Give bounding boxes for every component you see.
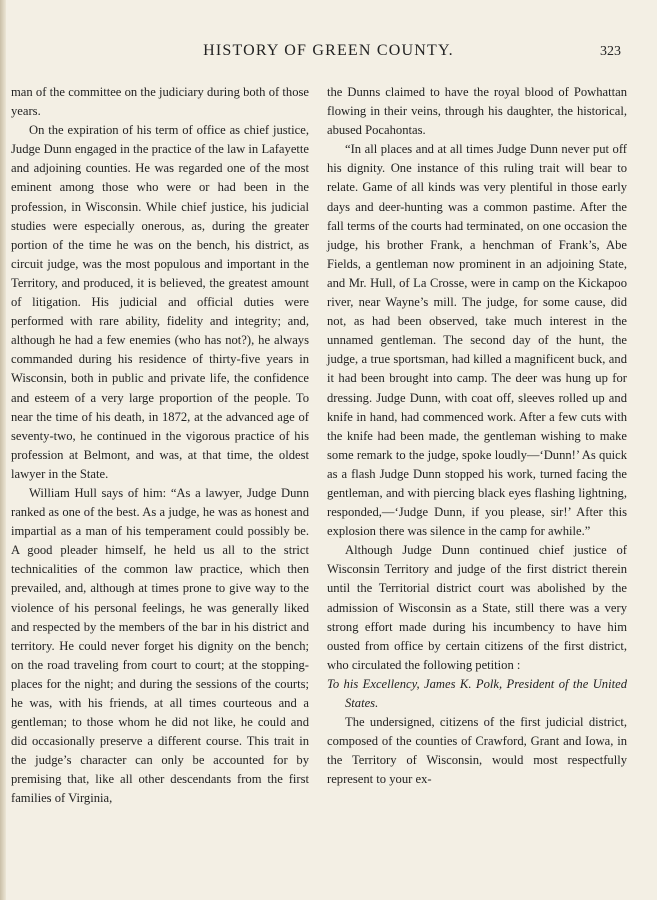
paragraph-continued: man of the committee on the judiciary during both of those years.	[11, 85, 309, 119]
left-column	[11, 83, 309, 809]
paragraph-petition-intro: Although Judge Dunn continued chief justice of Wisconsin Territory and judge of the first district therein until the Territorial district court was abolished by the admission of Wisconsin as a State, still there was a very strong effort made during his incumbency to have him ousted from office by certain citizens of the first district, who circulated the following petition :	[327, 543, 627, 672]
paragraph-petition-text: The undersigned, citizens of the first judicial district, composed of the counties of Crawford, Grant and Iowa, in the Territory of Wisconsin, would most respectfully represent to your ex-	[327, 715, 627, 787]
running-title: HISTORY OF GREEN COUNTY.	[203, 42, 454, 59]
page-number: 323	[600, 44, 621, 59]
paragraph-hunting-anecdote: “In all places and at all times Judge Dunn never put off his dignity. One instance of this ruling trait will bear to relate. Game of all kinds was very plentiful in those early days and deer-hunting was a common pastime. After the fall terms of the courts had terminated, on one occasion the judge, his brother Frank, a henchman of Frank’s, Abe Fields, a gentleman now prominent in an adjoining State, and Mr. Hull, of La Crosse, were in camp on the Kickapoo river, near Wayne’s mill. The judge, for some cause, did not, as had been observed, take much interest in the unnamed gentleman. The second day of the hunt, the judge, a true sportsman, had killed a magnificent buck, and it had been brought into camp. The deer was hung up for dressing. Judge Dunn, with coat off, sleeves rolled up and knife in hand, had commenced work. After a few cuts with the knife had been made, the gentleman wishing to make some remark to the judge, spoke loudly—‘Dunn!’ As quick as a flash Judge Dunn stopped his work, turned facing the gentleman, and with piercing black eyes flashing lightning, responded,—‘Judge Dunn, if you please, sir!’ After this explosion there was silence in the camp for awhile.”	[327, 142, 627, 539]
petition-address: To his Excellency, James K. Polk, President of the United States.	[327, 676, 627, 710]
paragraph-hull-quote: William Hull says of him: “As a lawyer, Judge Dunn ranked as one of the best. As a judge, he was as honest and impartial as a man of his temperament could possibly be. A good pleader himself, he held us all to the strict technicalities of the common law practice, which then prevailed, and, although at times prone to give way to the violence of his personal feelings, he was generally liked and respected by the members of the bar in his district and territory. He could never forget his dignity on the bench; on the road traveling from court to court; at the stopping-places for the night; and during the sessions of the courts; he was, with his friends, at all times courteous and a gentleman; to those whom he did not like, he could and did occasionally preserve a different course. This trait in the judge’s character can only be accounted for by premising that, like all other descendants from the first families of Virginia,	[11, 485, 309, 806]
page-binding-edge	[0, 0, 6, 900]
page-header	[0, 40, 657, 64]
paragraph-dunn-practice: On the expiration of his term of office as chief justice, Judge Dunn engaged in the practice of the law in Lafayette and adjoining counties. He was regarded one of the most eminent among those who were or had been in the profession, in Wisconsin. While chief justice, his judicial studies were especially onerous, as, during the greater portion of the time he was on the bench, his district, as circuit judge, was the most populous and important in the Territory, and produced, it is believed, the greatest amount of litigation. His judicial and official duties were performed with rare ability, fidelity and integrity; and, although he had a few enemies (who has not?), he always commanded during his residence of thirty-five years in Wisconsin, both in public and private life, the confidence and esteem of a very large proportion of the people. To near the time of his death, in 1872, at the advanced age of seventy-two, he continued in the vigorous practice of his profession at Belmont, and was, at that time, the oldest lawyer in the State.	[11, 123, 309, 481]
right-column	[327, 83, 627, 789]
paragraph-continued: the Dunns claimed to have the royal blood of Powhattan flowing in their veins, through his daughter, the historical, abused Pocahontas.	[327, 85, 627, 138]
